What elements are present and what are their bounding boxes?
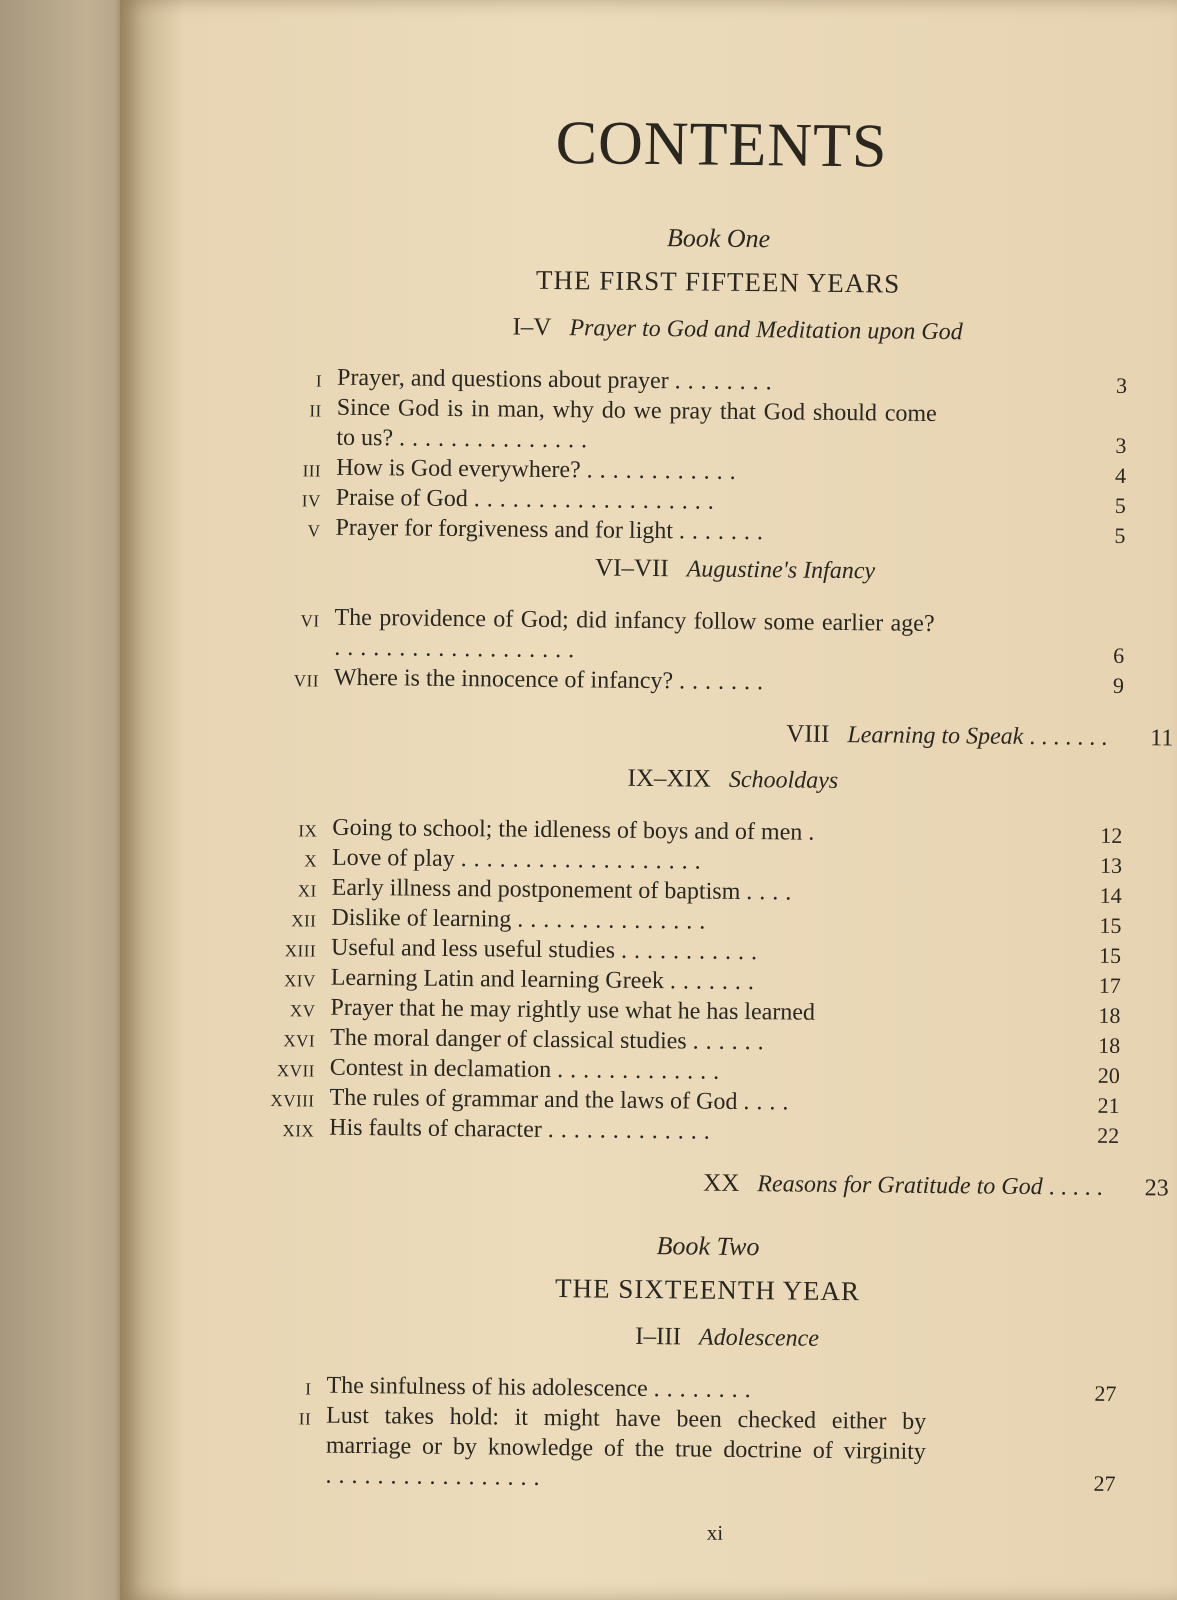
toc-entry: XIX His faults of character ............. 22 <box>259 1112 1139 1151</box>
toc-entry: XII Dislike of learning ............... 15 <box>261 902 1141 941</box>
toc-entry: X Love of play ................... 13 <box>262 842 1142 881</box>
section-name: Prayer to God and Meditation upon God <box>569 315 963 346</box>
toc-entry: VI The providence of God; did infancy follow some earlier age? ................... 6 <box>264 602 1145 671</box>
page-number: 27 <box>1093 1470 1116 1496</box>
toc-entry: XIV Learning Latin and learning Greek ....... 17 <box>261 962 1141 1001</box>
section-number: VI–VII <box>594 554 669 583</box>
chapter-title: The rules of grammar and the laws of God <box>329 1084 738 1115</box>
section-name: Schooldays <box>728 766 839 794</box>
section-heading: VIII Learning to Speak ....... 11 <box>293 706 1173 761</box>
page-number: 17 <box>1098 972 1121 998</box>
section-name: Learning to Speak <box>847 722 1024 750</box>
chapter-title: Where is the innocence of infancy? <box>333 664 674 695</box>
page-number: 4 <box>1114 462 1127 488</box>
chapter-number: X <box>304 851 318 871</box>
chapter-number: I <box>305 1379 312 1399</box>
page-number: 23 <box>1144 1175 1169 1202</box>
chapter-number: XVII <box>276 1061 315 1081</box>
chapter-title: Prayer, and questions about prayer <box>336 364 669 395</box>
toc-entry: XIII Useful and less useful studies ........... 15 <box>261 932 1141 971</box>
toc-entry: IX Going to school; the idleness of boys and of men . 12 <box>262 812 1142 851</box>
chapter-title: Learning Latin and learning Greek <box>330 964 665 995</box>
chapter-title: Early illness and postponement of baptism <box>331 874 741 905</box>
section-heading: XX Reasons for Gratitude to God ..... 23 <box>288 1156 1168 1211</box>
book-two-title: THE SIXTEENTH YEAR <box>554 1273 861 1307</box>
chapter-title: Going to school; the idleness of boys and of men <box>332 814 803 846</box>
page-number: 20 <box>1097 1062 1120 1088</box>
toc-entry: V Prayer for forgiveness and for light ....... 5 <box>265 512 1145 551</box>
chapter-number: XII <box>291 911 317 931</box>
toc-entry: IV Praise of God ................... 5 <box>266 482 1146 521</box>
chapter-number: II <box>309 401 322 421</box>
chapter-number: III <box>302 461 322 481</box>
page-number: 9 <box>1112 672 1125 698</box>
chapter-number: V <box>307 521 321 541</box>
page-number: 21 <box>1097 1092 1120 1118</box>
chapter-number: I <box>315 371 323 391</box>
page-folio: xi <box>706 1520 724 1545</box>
section-number: IX–XIX <box>627 764 712 793</box>
page-number: 22 <box>1097 1122 1120 1148</box>
page-number: 15 <box>1099 912 1122 938</box>
toc-entry: III How is God everywhere? ............ 4 <box>266 452 1146 491</box>
section-heading <box>293 752 1173 807</box>
chapter-title: The moral danger of classical studies <box>330 1024 687 1055</box>
book-one-title: THE FIRST FIFTEEN YEARS <box>535 264 901 299</box>
page-number: 18 <box>1098 1002 1121 1028</box>
section-number: I–V <box>512 313 552 341</box>
chapter-title: Prayer for forgiveness and for light <box>335 514 674 545</box>
book-one-label: Book One <box>666 223 771 254</box>
chapter-number: XVIII <box>270 1091 315 1111</box>
chapter-title: Contest in declamation <box>329 1054 552 1083</box>
page-number: 27 <box>1094 1380 1117 1406</box>
chapter-number: VI <box>300 611 320 631</box>
section-number: XX <box>703 1169 740 1197</box>
section-number: I–III <box>635 1322 682 1351</box>
toc-entry: II Lust takes hold: it might have been checked either by marriage or by knowledge of the true doctrine of virginity ................. 27 <box>255 1400 1136 1499</box>
page-number: 5 <box>1114 522 1126 548</box>
section-heading <box>295 542 1175 597</box>
chapter-number: XIII <box>284 941 317 961</box>
chapter-number: VII <box>293 671 320 691</box>
page-number: 3 <box>1115 432 1127 458</box>
toc-entry: XVI The moral danger of classical studies ...... 18 <box>260 1022 1140 1061</box>
chapter-title: Love of play <box>331 844 455 872</box>
chapter-number: XVI <box>283 1031 316 1051</box>
book-page <box>120 0 1177 1600</box>
section-name: Reasons for Gratitude to God <box>757 1171 1043 1201</box>
chapter-title: Useful and less useful studies <box>330 934 616 964</box>
book-two-label: Book Two <box>656 1231 760 1262</box>
section-heading <box>287 1310 1167 1365</box>
toc-entry: XVII Contest in declamation ............. 20 <box>260 1052 1140 1091</box>
toc-entry: I Prayer, and questions about prayer ........ 3 <box>267 362 1147 401</box>
section-name: Augustine's Infancy <box>686 556 876 585</box>
page-number: 12 <box>1100 822 1123 848</box>
chapter-number: XI <box>297 881 317 901</box>
chapter-number: XIV <box>283 971 316 991</box>
page-number: 5 <box>1114 492 1126 518</box>
chapter-title: Since God is in man, why do we pray that God should come to us? <box>336 394 937 452</box>
page-number: 18 <box>1098 1032 1121 1058</box>
page-title: CONTENTS <box>555 108 888 181</box>
toc-entry: II Since God is in man, why do we pray that God should come to us? ............... 3 <box>266 392 1147 461</box>
chapter-number: II <box>298 1409 312 1429</box>
chapter-number: XV <box>289 1001 316 1021</box>
chapter-title: Prayer that he may rightly use what he has learned <box>330 994 816 1026</box>
page-number: 6 <box>1113 642 1125 668</box>
chapter-number: IX <box>298 821 318 841</box>
chapter-title: Dislike of learning <box>331 904 512 933</box>
page-number: 11 <box>1150 725 1174 752</box>
toc-entry: XI Early illness and postponement of baptism .... 14 <box>262 872 1142 911</box>
chapter-title: The providence of God; did infancy follow some earlier age? <box>334 604 935 637</box>
chapter-number: IV <box>301 491 321 511</box>
page-number: 3 <box>1115 372 1128 398</box>
chapter-title: Praise of God <box>335 484 468 513</box>
section-name: Adolescence <box>698 1324 820 1352</box>
page-number: 14 <box>1099 882 1122 908</box>
contents <box>255 100 1174 1550</box>
page-number: 13 <box>1099 852 1123 878</box>
chapter-title: His faults of character <box>329 1114 542 1143</box>
section-number: VIII <box>786 720 830 748</box>
chapter-title: Lust takes hold: it might have been checked either by marriage or by knowledge of the true doctrine of virginity <box>325 1402 927 1465</box>
book-gutter <box>0 0 125 1600</box>
chapter-title: How is God everywhere? <box>336 454 581 484</box>
chapter-number: XIX <box>282 1121 315 1141</box>
section-heading <box>297 302 1177 357</box>
toc-entry: I The sinfulness of his adolescence ........ 27 <box>256 1370 1136 1409</box>
chapter-title: The sinfulness of his adolescence <box>326 1372 648 1403</box>
toc-entry: VII Where is the innocence of infancy? ....... 9 <box>264 662 1144 701</box>
toc-entry: XVIII The rules of grammar and the laws of God .... 21 <box>259 1082 1139 1121</box>
page-number: 15 <box>1098 942 1122 968</box>
